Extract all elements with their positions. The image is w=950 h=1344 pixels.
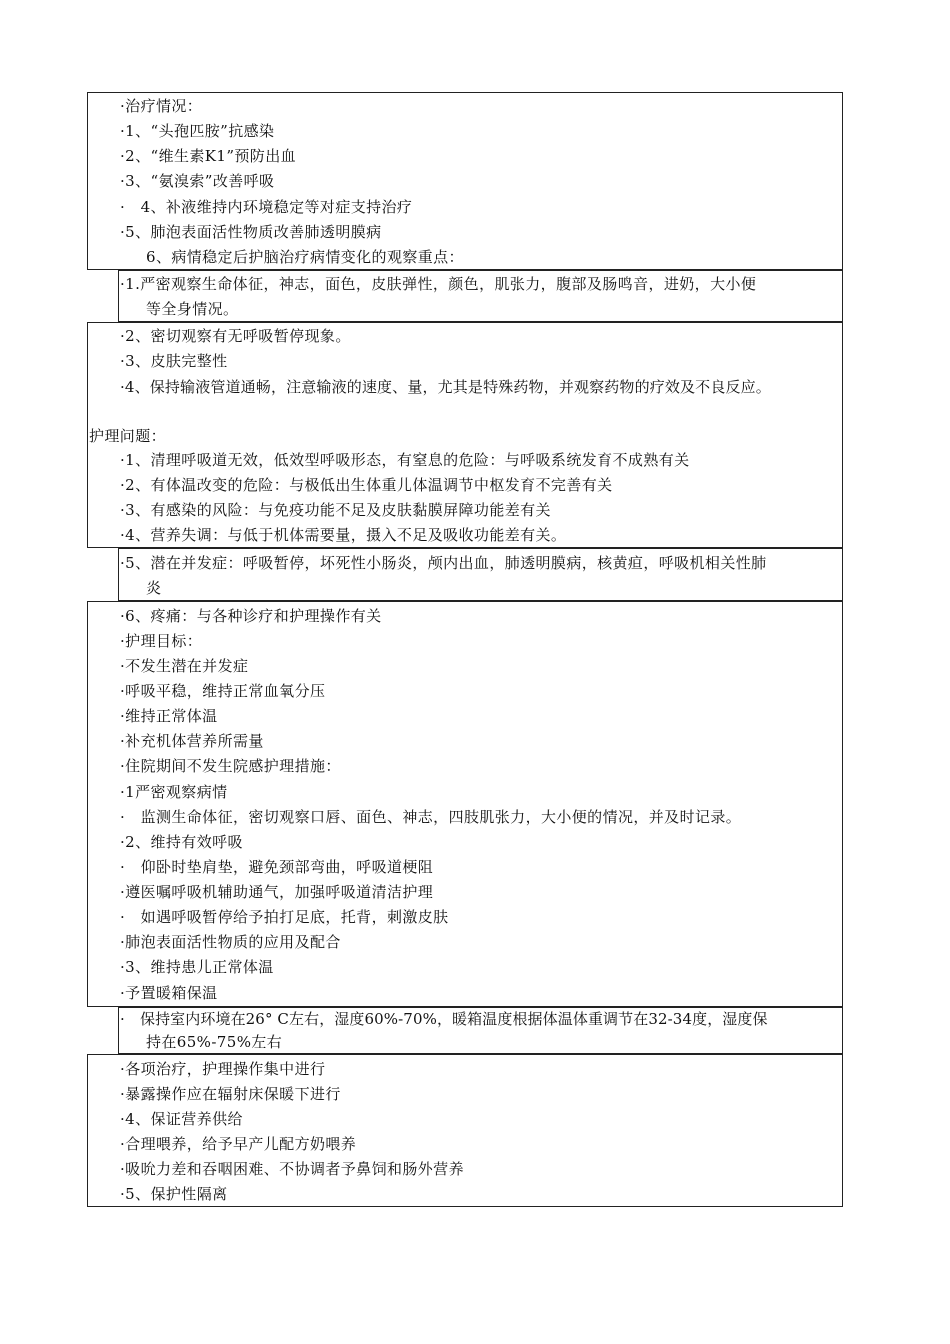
observation-item: ·1.严密观察生命体征，神志，面色，皮肤弹性，颜色，肌张力，腹部及肠鸣音，进奶，大小便 [120, 275, 757, 293]
nursing-measure-item: · 如遇呼吸暂停给予拍打足底，托背，刺激皮肤 [120, 908, 449, 926]
observation-item: ·4、保持输液管道通畅，注意输液的速度、量，尤其是特殊药物，并观察药物的疗效及不良反应。 [120, 378, 771, 396]
temperature-measure: · 保持室内环境在26° C左右，湿度60%-70%，暖箱温度根据体温体重调节在32-34度，湿度保 [120, 1010, 768, 1028]
treatment-item: ·3、“氨溴索”改善呼吸 [120, 172, 275, 190]
nursing-measure-item: ·暴露操作应在辐射床保暖下进行 [120, 1085, 341, 1103]
nursing-problem-item: ·1、清理呼吸道无效，低效型呼吸形态，有窒息的危险：与呼吸系统发育不成熟有关 [120, 451, 690, 469]
nursing-goal-item: ·补充机体营养所需量 [120, 732, 264, 750]
nursing-goal-item: ·维持正常体温 [120, 707, 218, 725]
nursing-measure-item: ·合理喂养，给予早产儿配方奶喂养 [120, 1135, 357, 1153]
nursing-goal-item: ·呼吸平稳，维持正常血氧分压 [120, 682, 326, 700]
nursing-measure-item: · 仰卧时垫肩垫，避免颈部弯曲，呼吸道梗阻 [120, 858, 434, 876]
observation-item: ·2、密切观察有无呼吸暂停现象。 [120, 327, 351, 345]
nursing-measure-heading: ·4、保证营养供给 [120, 1110, 243, 1128]
treatment-item: ·2、“维生素K1”预防出血 [120, 147, 296, 165]
nursing-measure-item: ·遵医嘱呼吸机辅助通气，加强呼吸道清洁护理 [120, 883, 434, 901]
nursing-measure-item: · 监测生命体征，密切观察口唇、面色、神志，四肢肌张力，大小便的情况，并及时记录。 [120, 808, 742, 826]
nursing-problem-item: ·4、营养失调：与低于机体需要量，摄入不足及吸收功能差有关。 [120, 526, 567, 544]
nursing-measure-heading: ·3、维持患儿正常体温 [120, 958, 274, 976]
observation-item-continued: 等全身情况。 [146, 300, 239, 318]
nursing-goal-item: ·住院期间不发生院感护理措施： [120, 757, 341, 775]
treatment-heading: ·治疗情况： [120, 97, 203, 115]
observation-heading: 6、病情稳定后护脑治疗病情变化的观察重点： [146, 248, 464, 266]
nursing-problem-item: ·3、有感染的风险：与免疫功能不足及皮肤黏膜屏障功能差有关 [120, 501, 551, 519]
treatment-item: ·1、“头孢匹胺”抗感染 [120, 122, 275, 140]
nursing-measure-item: ·予置暖箱保温 [120, 984, 218, 1002]
treatment-item: ·5、肺泡表面活性物质改善肺透明膜病 [120, 223, 382, 241]
nursing-problems-heading: 护理问题： [89, 427, 167, 445]
nursing-measure-item: ·肺泡表面活性物质的应用及配合 [120, 933, 341, 951]
nursing-goals-heading: ·护理目标： [120, 632, 203, 650]
nursing-measure-item: ·吸吮力差和吞咽困难、不协调者予鼻饲和肠外营养 [120, 1160, 464, 1178]
nursing-measure-heading: ·5、保护性隔离 [120, 1185, 228, 1203]
nursing-problem-item: ·2、有体温改变的危险：与极低出生体重儿体温调节中枢发育不完善有关 [120, 476, 613, 494]
nursing-problem-item: ·5、潜在并发症：呼吸暂停，坏死性小肠炎，颅内出血，肺透明膜病，核黄疸，呼吸机相关性肺 [120, 554, 767, 572]
nursing-measure-item: ·各项治疗，护理操作集中进行 [120, 1060, 326, 1078]
nursing-measure-heading: ·1严密观察病情 [120, 783, 228, 801]
nursing-problem-item: ·6、疼痛：与各种诊疗和护理操作有关 [120, 607, 382, 625]
observation-item: ·3、皮肤完整性 [120, 352, 228, 370]
temperature-measure-continued: 持在65%-75%左右 [146, 1033, 283, 1051]
nursing-measure-heading: ·2、维持有效呼吸 [120, 833, 243, 851]
treatment-item: · 4、补液维持内环境稳定等对症支持治疗 [120, 198, 413, 216]
nursing-goal-item: ·不发生潜在并发症 [120, 657, 249, 675]
nursing-problem-item-continued: 炎 [146, 579, 162, 597]
